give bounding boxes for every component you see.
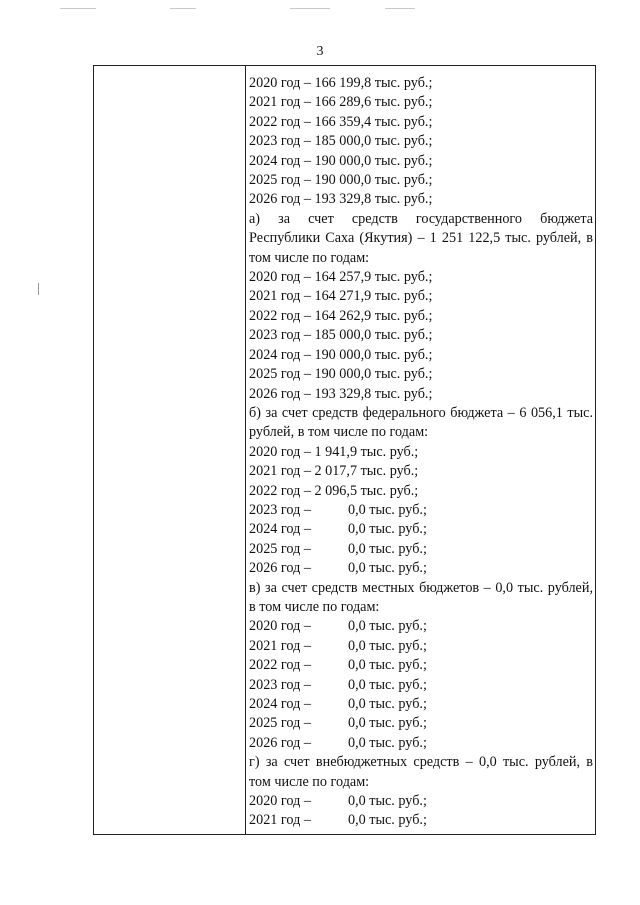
funding-year-row (249, 792, 593, 811)
amount-value: 0,0 тыс. руб.; (348, 657, 427, 674)
funding-source-paragraph: г) за счет внебюджетных средств – 0,0 тыс. рублей, в том числе по годам: (249, 754, 593, 790)
year-label: 2021 год – (249, 812, 311, 829)
funding-year-line: 2020 год – 1 941,9 тыс. руб.; (249, 443, 419, 460)
scan-artifact (60, 8, 96, 9)
scan-artifact (170, 8, 196, 9)
amount-value: 0,0 тыс. руб.; (348, 696, 427, 712)
year-label: 2026 год – (249, 734, 311, 751)
funding-year-row (249, 540, 593, 559)
funding-source-paragraph: в) за счет средств местных бюджетов – 0,0 тыс. рублей, в том числе по годам: (249, 579, 593, 615)
funding-year-row (249, 734, 593, 753)
amount-value: 0,0 тыс. руб.; (348, 501, 427, 518)
funding-year-line: 2023 год – 185 000,0 тыс. руб.; (249, 327, 433, 344)
funding-details-cell (249, 74, 593, 831)
year-label: 2023 год – (249, 501, 311, 518)
funding-year-line: 2021 год – 2 017,7 тыс. руб.; (249, 463, 419, 480)
funding-year-row (249, 695, 593, 714)
amount-value: 0,0 тыс. руб.; (348, 540, 427, 557)
year-label: 2025 год – (249, 540, 311, 557)
amount-value: 0,0 тыс. руб.; (348, 521, 427, 538)
funding-year-row (249, 811, 593, 830)
year-label: 2022 год – (249, 657, 311, 674)
scan-artifact (290, 8, 330, 9)
funding-year-line: 2022 год – 2 096,5 тыс. руб.; (249, 482, 419, 499)
funding-year-line: 2020 год – 166 199,8 тыс. руб.; (249, 75, 433, 91)
funding-year-row (249, 617, 593, 636)
funding-year-line: 2026 год – 193 329,8 тыс. руб.; (249, 191, 433, 208)
year-label: 2023 год – (249, 676, 311, 693)
year-label: 2020 год – (249, 793, 311, 810)
funding-year-row (249, 501, 593, 520)
funding-year-row (249, 559, 593, 578)
amount-value: 0,0 тыс. руб.; (348, 637, 427, 654)
page-number: 3 (316, 44, 324, 59)
funding-source-paragraph: а) за счет средств государственного бюджета Республики Саха (Якутия) – 1 251 122,5 тыс. рублей, в том числе по годам: (249, 210, 593, 266)
funding-year-line: 2022 год – 166 359,4 тыс. руб.; (249, 113, 433, 130)
funding-year-line: 2022 год – 164 262,9 тыс. руб.; (249, 307, 433, 324)
year-label: 2026 год – (249, 560, 311, 577)
funding-year-line: 2026 год – 193 329,8 тыс. руб.; (249, 385, 433, 402)
year-label: 2025 год – (249, 715, 311, 732)
funding-year-line: 2024 год – 190 000,0 тыс. руб.; (249, 346, 433, 363)
amount-value: 0,0 тыс. руб.; (348, 734, 427, 751)
funding-year-row (249, 676, 593, 695)
funding-year-line: 2020 год – 164 257,9 тыс. руб.; (249, 269, 433, 286)
year-label: 2020 год – (249, 618, 311, 635)
funding-year-line: 2025 год – 190 000,0 тыс. руб.; (249, 366, 433, 383)
scan-artifact (38, 283, 39, 295)
funding-year-line: 2021 год – 166 289,6 тыс. руб.; (249, 94, 433, 111)
funding-year-line: 2021 год – 164 271,9 тыс. руб.; (249, 288, 433, 305)
funding-year-row (249, 656, 593, 675)
year-label: 2024 год – (249, 521, 311, 538)
funding-year-line: 2024 год – 190 000,0 тыс. руб.; (249, 152, 433, 169)
year-label: 2024 год – (249, 696, 311, 712)
amount-value: 0,0 тыс. руб.; (348, 715, 427, 732)
funding-year-row (249, 714, 593, 733)
amount-value: 0,0 тыс. руб.; (348, 560, 427, 577)
year-label: 2021 год – (249, 637, 311, 654)
scan-artifact (385, 8, 415, 9)
funding-table (93, 65, 596, 835)
amount-value: 0,0 тыс. руб.; (348, 812, 427, 829)
funding-year-row (249, 637, 593, 656)
amount-value: 0,0 тыс. руб.; (348, 676, 427, 693)
funding-year-line: 2023 год – 185 000,0 тыс. руб.; (249, 133, 433, 150)
funding-year-line: 2025 год – 190 000,0 тыс. руб.; (249, 172, 433, 189)
column-divider (245, 66, 246, 834)
funding-source-paragraph: б) за счет средств федерального бюджета – 6 056,1 тыс. рублей, в том числе по годам: (249, 404, 593, 441)
amount-value: 0,0 тыс. руб.; (348, 793, 427, 810)
amount-value: 0,0 тыс. руб.; (348, 618, 427, 635)
funding-year-row (249, 520, 593, 539)
